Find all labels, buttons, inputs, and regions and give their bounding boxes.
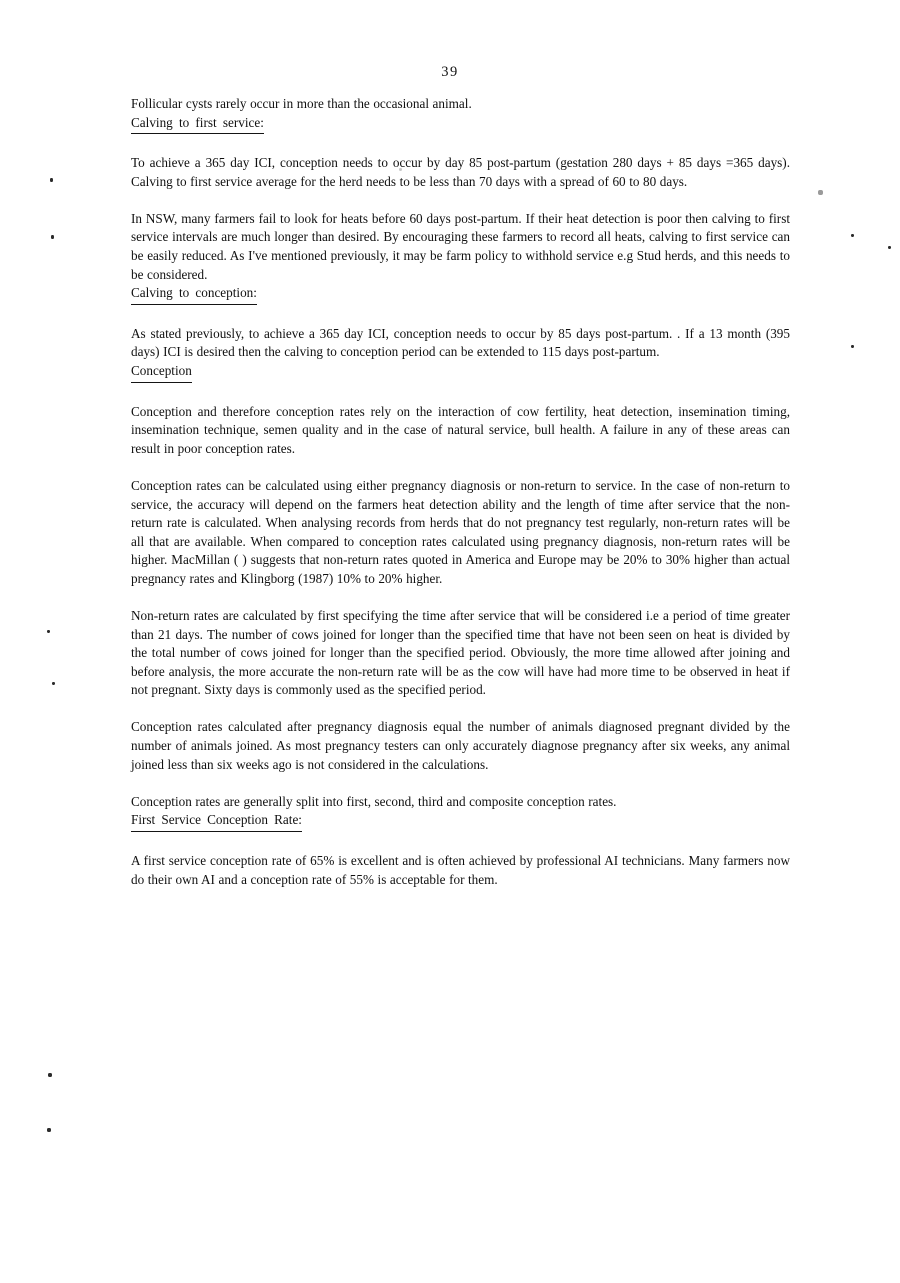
scan-speck [52,682,55,685]
scan-speck [818,190,823,195]
heading-first-service-conception-rate-label: First Service Conception Rate: [131,811,302,832]
heading-first-service-conception-rate [131,811,790,832]
paragraph-follicular-cysts: Follicular cysts rarely occur in more than the occasional animal. [131,96,472,111]
heading-conception-label: Conception [131,362,192,383]
heading-calving-to-first-service-label: Calving to first service: [131,114,264,135]
scan-speck [50,178,53,182]
heading-calving-to-conception [131,284,790,305]
heading-calving-to-first-service [131,114,790,135]
scan-speck [48,1073,52,1077]
paragraph-conception-rate-splits: Conception rates are generally split into first, second, third and composite conception rates. [131,793,617,809]
heading-calving-to-conception-label: Calving to conception: [131,284,257,305]
page-number: 39 [441,64,459,80]
paragraph-calving-to-conception-body: As stated previously, to achieve a 365 day ICI, conception needs to occur by 85 days post-partum. . If a 13 month (395 days) ICI is desired then the calving to conception period can be extended to 115 days post-partum. [131,325,790,360]
paragraph-conception-rates-calculation: Conception rates can be calculated using either pregnancy diagnosis or non-return to service. In the case of non-return to service, the accuracy will depend on the farmers heat detection ability and the length of time after service that the non-return rate is calculated. When analysing records from herds that do not pregnancy test regularly, non-return rates will be all that are available. When compared to conception rates calculated using pregnancy diagnosis, non-return rates will be higher. MacMillan ( ) suggests that non-return rates quoted in America and Europe may be 20% to 30% higher than actual pregnancy rates and Klingborg (1987) 10% to 20% higher. [131,477,790,586]
paragraph-365-day-ici: To achieve a 365 day ICI, conception needs to occur by day 85 post-partum (gestation 280 days + 85 days =365 days). Calving to first service average for the herd needs to be less than 70 days with a spread of 60 to 80 days. [131,155,790,189]
paragraph-pregnancy-diagnosis-rates: Conception rates calculated after pregnancy diagnosis equal the number of animals diagnosed pregnant divided by the number of animals joined. As most pregnancy testers can only accurately diagnose pregnancy after six weeks, any animal joined less than six weeks ago is not considered in the calculations. [131,719,790,772]
scan-speck [851,234,854,237]
scan-speck [47,1128,51,1132]
scan-speck [851,345,854,348]
paragraph-conception-rates-rely: Conception and therefore conception rates rely on the interaction of cow fertility, heat detection, insemination timing, insemination technique, semen quality and in the case of natural service, bull health. A failure in any of these areas can result in poor conception rates. [131,403,790,456]
text-column [131,95,790,889]
heading-conception [131,362,790,383]
scan-speck [51,235,54,239]
paragraph-nsw-farmers-heats: In NSW, many farmers fail to look for heats before 60 days post-partum. If their heat detection is poor then calving to first service intervals are much longer than desired. By encouraging these farmers to record all heats, calving to first service can be easily reduced. As I've mentioned previously, it may be farm policy to withhold service e.g Stud herds, and this needs to be considered. [131,210,790,282]
scan-speck [888,246,891,249]
paragraph-non-return-rate-method: Non-return rates are calculated by first specifying the time after service that will be considered i.e a period of time greater than 21 days. The number of cows joined for longer than the specified time that have not been seen on heat is divided by the total number of cows joined for longer than the specified period. Obviously, the more time allowed after joining and before analysis, the more accurate the non-return rate will be as the cow will have had more time to be observed in heat if not pregnant. Sixty days is commonly used as the specified period. [131,607,790,698]
scan-speck [47,630,50,633]
paragraph-first-service-conception-body: A first service conception rate of 65% is excellent and is often achieved by professional AI technicians. Many farmers now do their own AI and a conception rate of 55% is acceptable for them. [131,852,790,887]
